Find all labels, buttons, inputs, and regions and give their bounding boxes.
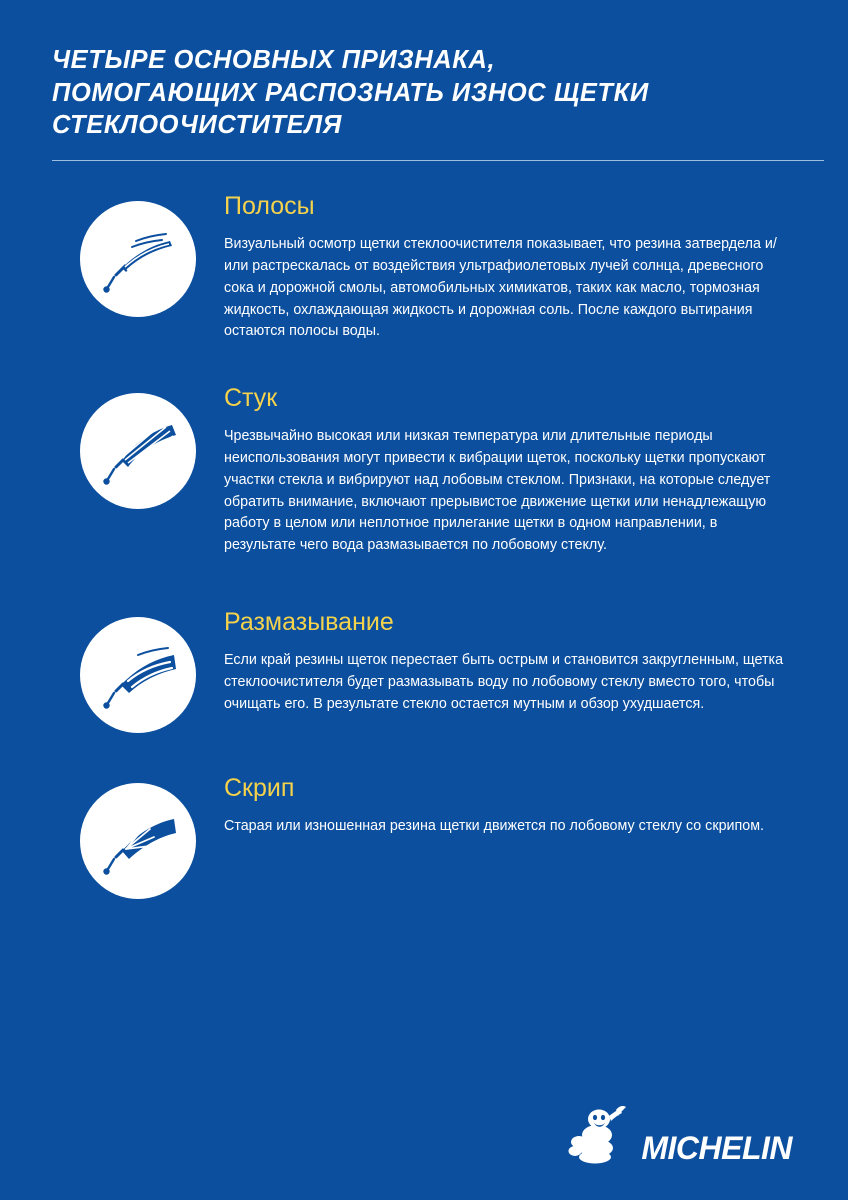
item-body: Визуальный осмотр щетки стеклоочистителя показывает, что резина затвердела и/или растрескалась от воздействия ультрафиолетовых лучей солнца, древесного сока и дорожной смолы, автомобильных химикатов, таких как масло, тормозная жидкость, охлаждающая жидкость и дорожная соль. После каждого вытирания остаются полосы воды. [224, 236, 777, 340]
wiper-squeak-icon [92, 795, 184, 887]
icon-column [52, 609, 224, 733]
list-item [52, 775, 796, 899]
icon-badge [80, 393, 196, 509]
signs-list [0, 193, 848, 899]
page-title [52, 44, 788, 142]
wiper-streaks-icon [92, 213, 184, 305]
item-title: Полосы [224, 191, 315, 220]
icon-column [52, 385, 224, 509]
page-title-line-2: ПОМОГАЮЩИХ РАСПОЗНАТЬ ИЗНОС ЩЕТКИ [52, 78, 649, 107]
item-title: Размазывание [224, 607, 394, 636]
text-column [224, 193, 796, 343]
text-column [224, 775, 796, 838]
brand-name: MICHELIN [641, 1130, 792, 1166]
footer [0, 1104, 848, 1166]
icon-column [52, 775, 224, 899]
icon-badge [80, 617, 196, 733]
header [0, 0, 848, 161]
header-divider [52, 160, 824, 161]
page-title-line-1: ЧЕТЫРЕ ОСНОВНЫХ ПРИЗНАКА, [52, 46, 496, 74]
icon-badge [80, 783, 196, 899]
page-title-line-3: СТЕКЛООЧИСТИТЕЛЯ [52, 111, 342, 140]
item-title: Скрип [224, 773, 295, 802]
icon-column [52, 193, 224, 317]
list-item [52, 193, 796, 343]
wiper-chatter-icon [92, 405, 184, 497]
wiper-smearing-icon [92, 629, 184, 721]
list-item [52, 385, 796, 557]
icon-badge [80, 201, 196, 317]
text-column [224, 609, 796, 716]
item-body: Старая или изношенная резина щетки движется по лобовому стеклу со скрипом. [224, 818, 765, 835]
brand-logo [561, 1104, 792, 1166]
michelin-man-icon [561, 1104, 633, 1166]
list-item [52, 609, 796, 733]
text-column [224, 385, 796, 557]
item-body: Если край резины щеток перестает быть острым и становится закругленным, щетка стеклоочистителя будет размазывать воду по лобовому стеклу вместо того, чтобы очищать его. В результате стекло остается мутным и обзор ухудшается. [224, 652, 784, 712]
item-title: Стук [224, 383, 278, 412]
item-body: Чрезвычайно высокая или низкая температура или длительные периоды неиспользования могут привести к вибрации щеток, поскольку щетки пропускают участки стекла и вибрируют над лобовым стеклом. Признаки, на которые следует обратить внимание, включают прерывистое движение щетки или ненадлежащую работу в целом или неплотное прилегание щетки в одном направлении, в результате чего вода размазывается по лобовому стеклу. [224, 428, 771, 554]
